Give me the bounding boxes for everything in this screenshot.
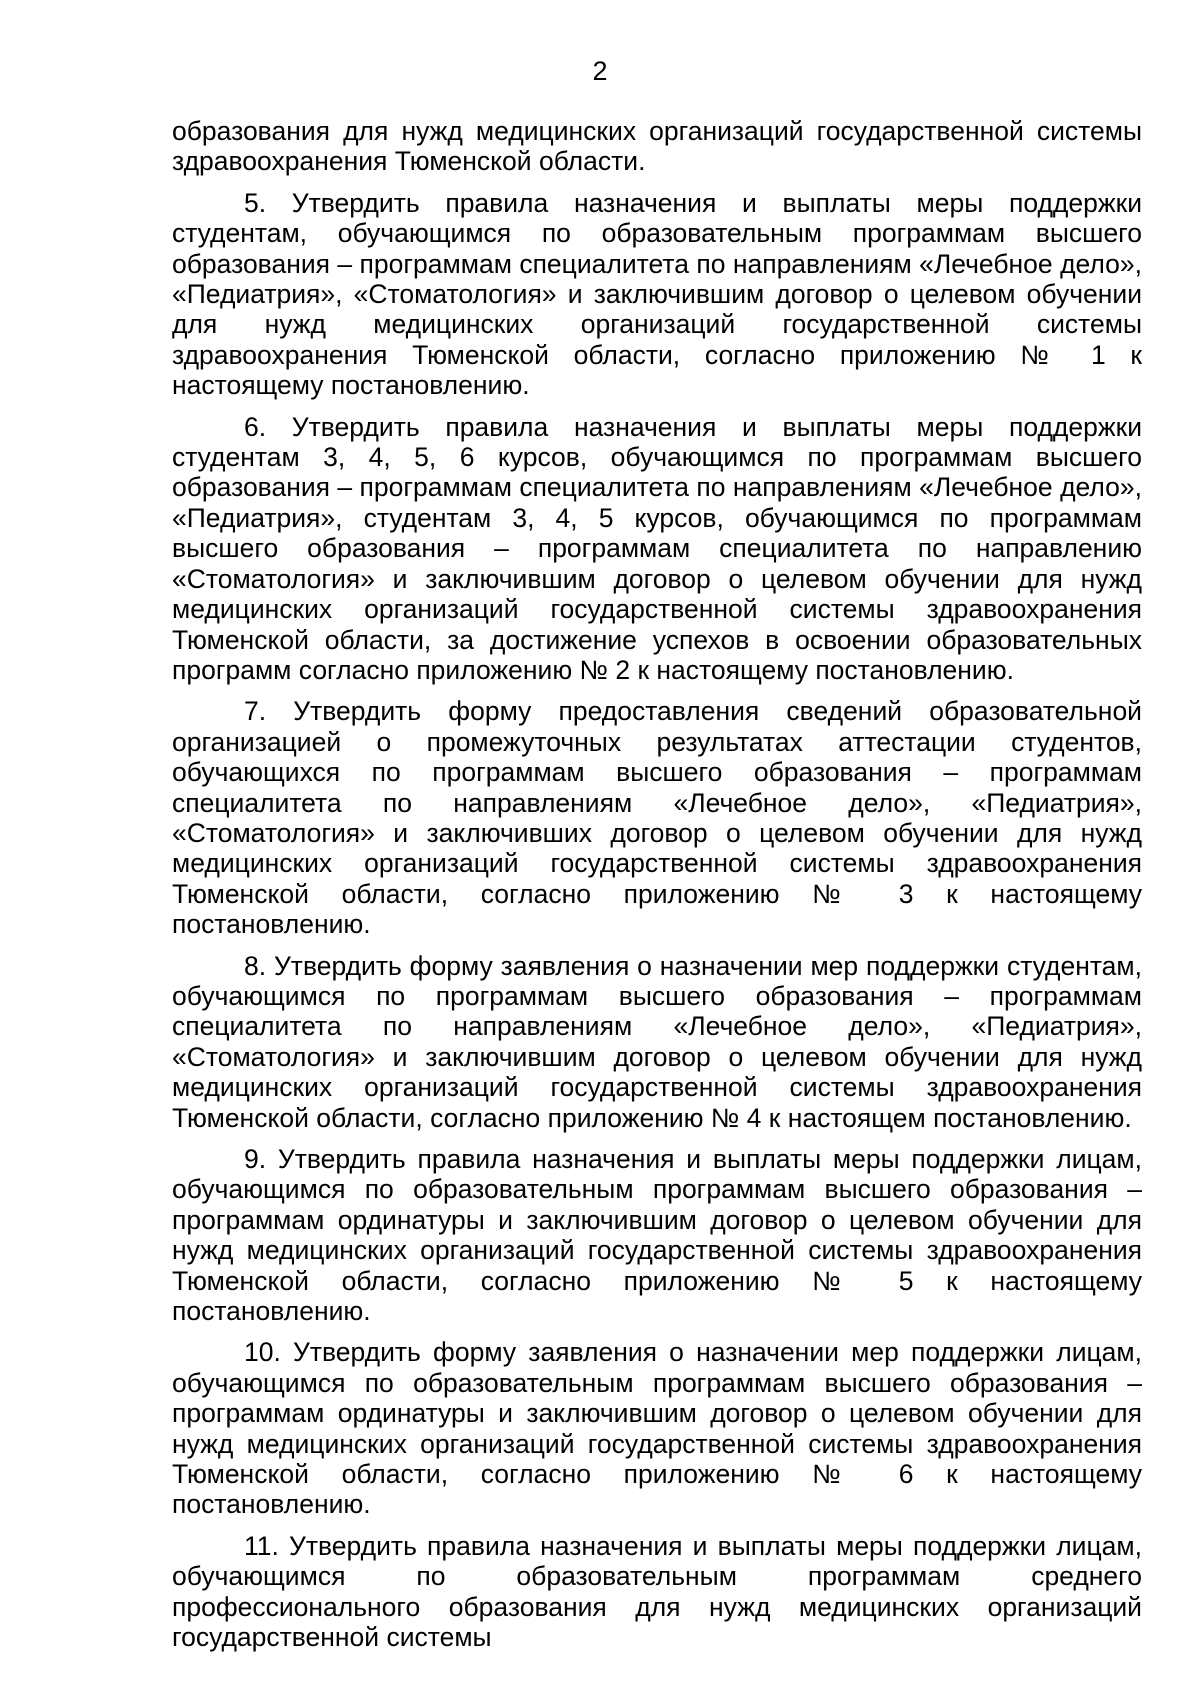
document-body bbox=[172, 116, 1142, 1664]
paragraph-item-11: 11. Утвердить правила назначения и выплаты меры поддержки лицам, обучающимся по образовательным программам среднего профессионального образования для нужд медицинских организаций государственной системы bbox=[172, 1530, 1142, 1653]
paragraph-item-5: 5. Утвердить правила назначения и выплаты меры поддержки студентам, обучающимся по образовательным программам высшего образования – программам специалитета по направлениям «Лечебное дело», «Педиатрия», «Стоматология» и заключившим договор о целевом обучении для нужд медицинских организаций государственной системы здравоохранения Тюменской области, согласно приложению № 1 к настоящему постановлению. bbox=[172, 187, 1142, 401]
paragraph-item-7: 7. Утвердить форму предоставления сведений образовательной организацией о промежуточных результатах аттестации студентов, обучающихся по программам высшего образования – программам специалитета по направлениям «Лечебное дело», «Педиатрия», «Стоматология» и заключивших договор о целевом обучении для нужд медицинских организаций государственной системы здравоохранения Тюменской области, согласно приложению № 3 к настоящему постановлению. bbox=[172, 696, 1142, 940]
paragraph-continuation: образования для нужд медицинских организаций государственной системы здравоохранения Тюменской области. bbox=[172, 116, 1142, 177]
paragraph-item-10: 10. Утвердить форму заявления о назначении мер поддержки лицам, обучающимся по образовательным программам высшего образования – программам ординатуры и заключившим договор о целевом обучении для нужд медицинских организаций государственной системы здравоохранения Тюменской области, согласно приложению № 6 к настоящему постановлению. bbox=[172, 1337, 1142, 1520]
paragraph-item-6: 6. Утвердить правила назначения и выплаты меры поддержки студентам 3, 4, 5, 6 курсов, обучающимся по программам высшего образования – программам специалитета по направлениям «Лечебное дело», «Педиатрия», студентам 3, 4, 5 курсов, обучающимся по программам высшего образования – программам специалитета по направлению «Стоматология» и заключившим договор о целевом обучении для нужд медицинских организаций государственной системы здравоохранения Тюменской области, за достижение успехов в освоении образовательных программ согласно приложению № 2 к настоящему постановлению. bbox=[172, 411, 1142, 685]
paragraph-item-8: 8. Утвердить форму заявления о назначении мер поддержки студентам, обучающимся по программам высшего образования – программам специалитета по направлениям «Лечебное дело», «Педиатрия», «Стоматология» и заключившим договор о целевом обучении для нужд медицинских организаций государственной системы здравоохранения Тюменской области, согласно приложению № 4 к настоящем постановлению. bbox=[172, 950, 1142, 1133]
paragraph-item-9: 9. Утвердить правила назначения и выплаты меры поддержки лицам, обучающимся по образовательным программам высшего образования – программам ординатуры и заключившим договор о целевом обучении для нужд медицинских организаций государственной системы здравоохранения Тюменской области, согласно приложению № 5 к настоящему постановлению. bbox=[172, 1144, 1142, 1327]
page-number: 2 bbox=[592, 56, 608, 86]
